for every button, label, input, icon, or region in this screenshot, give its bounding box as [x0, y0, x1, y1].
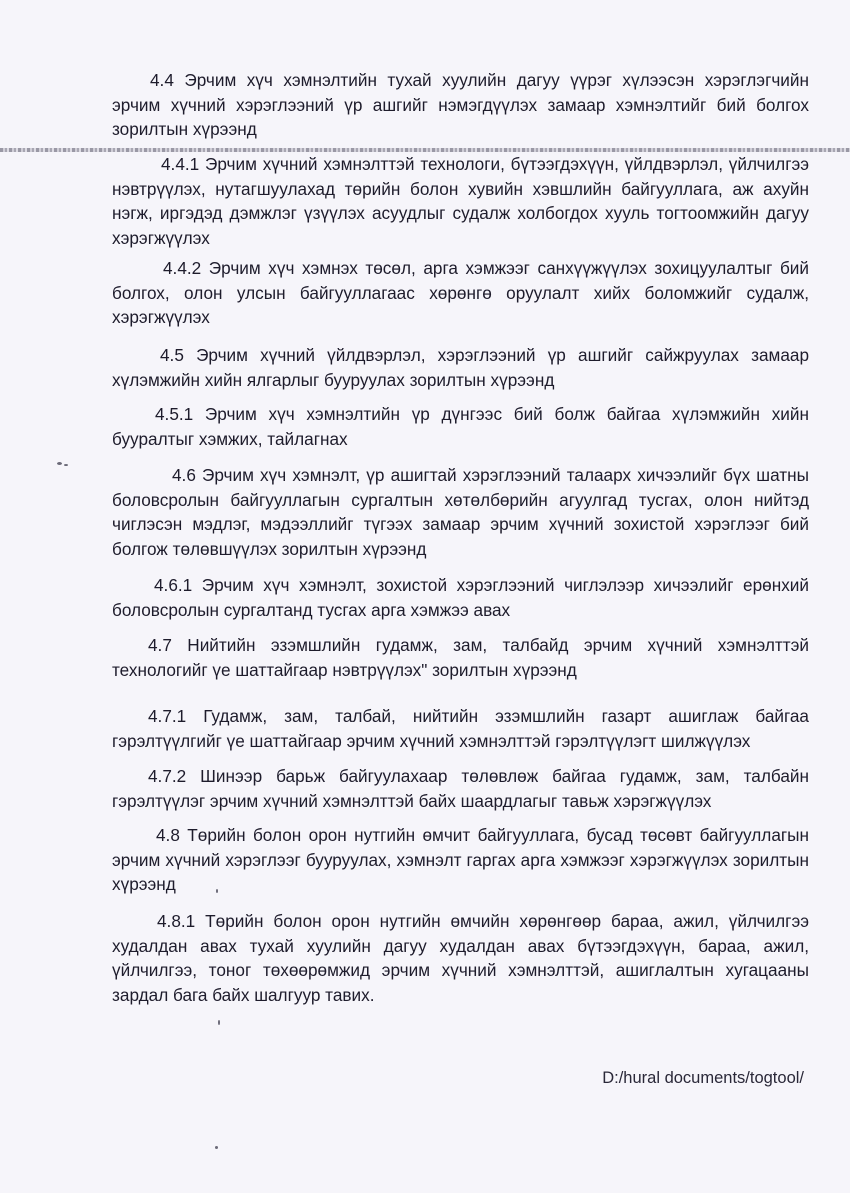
paragraph-4-8-1: 4.8.1 Төрийн болон орон нутгийн өмчийн хөрөнгөөр бараа, ажил, үйлчилгээ худалдан авах тухай хуулийн дагуу худалдан авах бүтээгдэхүүн, бараа, ажил, үйлчилгээ, тоног төхөөрөмжид эрчим хүчний хэмнэлттэй, ашиглалтын хугацааны зардал бага байх шалгуур тавих. [112, 911, 809, 1005]
paragraph-4-7-1: 4.7.1 Гудамж, зам, талбай, нийтийн эзэмшлийн газарт ашиглаж байгаа гэрэлтүүлгийг үе шаттайгаар эрчим хүчний хэмнэлттэй гэрэлтүүлэгт шилжүүлэх [112, 706, 809, 751]
scan-speck [64, 464, 68, 466]
scan-speck [216, 889, 218, 893]
paragraph-4-6-1: 4.6.1 Эрчим хүч хэмнэлт, зохистой хэрэглээний чиглэлээр хичээлийг ерөнхий боловсролын сургалтанд тусгах арга хэмжээ авах [112, 575, 809, 620]
paragraph-4-7-2: 4.7.2 Шинээр барьж байгуулахаар төлөвлөж байгаа гудамж, зам, талбайн гэрэлтүүлэг эрчим хүчний хэмнэлттэй байх шаардлагыг тавьж хэрэгжүүлэх [112, 766, 809, 811]
scan-speck [215, 1146, 218, 1149]
scan-speck [218, 1020, 220, 1025]
file-path-footer: D:/hural documents/togtool/ [602, 1069, 804, 1087]
paragraph-4-5: 4.5 Эрчим хүчний үйлдвэрлэл, хэрэглээний үр ашгийг сайжруулах замаар хүлэмжийн хийн ялгарлыг бууруулах зорилтын хүрээнд [112, 345, 809, 390]
paragraph-4-7: 4.7 Нийтийн эзэмшлийн гудамж, зам, талбайд эрчим хүчний хэмнэлттэй технологийг үе шаттайгаар нэвтрүүлэх" зорилтын хүрээнд [112, 635, 809, 680]
paragraph-4-4-1: 4.4.1 Эрчим хүчний хэмнэлттэй технологи, бүтээгдэхүүн, үйлдвэрлэл, үйлчилгээ нэвтрүүлэх, нутагшуулахад төрийн болон хувийн хэвшлийн байгууллага, аж ахуйн нэгж, иргэдэд дэмжлэг үзүүлэх асуудлыг судалж холбогдох хууль тогтоомжийн дагуу хэрэгжүүлэх [112, 154, 809, 248]
paragraph-4-4-2: 4.4.2 Эрчим хүч хэмнэх төсөл, арга хэмжээг санхүүжүүлэх зохицуулалтыг бий болгох, олон улсын байгууллагаас хөрөнгө оруулалт хийх боломжийг судалж, хэрэгжүүлэх [112, 258, 809, 327]
paragraph-4-4: 4.4 Эрчим хүч хэмнэлтийн тухай хуулийн дагуу үүрэг хүлээсэн хэрэглэгчийн эрчим хүчний хэрэглээний үр ашгийг нэмэгдүүлэх замаар хэмнэлтийг бий болгох зорилтын хүрээнд [112, 70, 809, 139]
paragraph-4-5-1: 4.5.1 Эрчим хүч хэмнэлтийн үр дүнгээс бий болж байгаа хүлэмжийн хийн бууралтыг хэмжих, тайлагнах [112, 404, 809, 449]
scan-speck [57, 462, 62, 465]
paragraph-4-8: 4.8 Төрийн болон орон нутгийн өмчит байгууллага, бусад төсөвт байгууллагын эрчим хүчний хэрэглээг бууруулах, хэмнэлт гаргах арга хэмжээг хэрэгжүүлэх зорилтын хүрээнд [112, 825, 809, 894]
paragraph-4-6: 4.6 Эрчим хүч хэмнэлт, үр ашигтай хэрэглээний талаарх хичээлийг бүх шатны боловсролын байгууллагын сургалтын хөтөлбөрийн агуулгад тусгах, олон нийтэд чиглэсэн мэдлэг, мэдээллийг түгээх замаар эрчим хүчний зохистой хэрэглээг бий болгож төлөвшүүлэх зорилтын хүрээнд [112, 465, 809, 559]
